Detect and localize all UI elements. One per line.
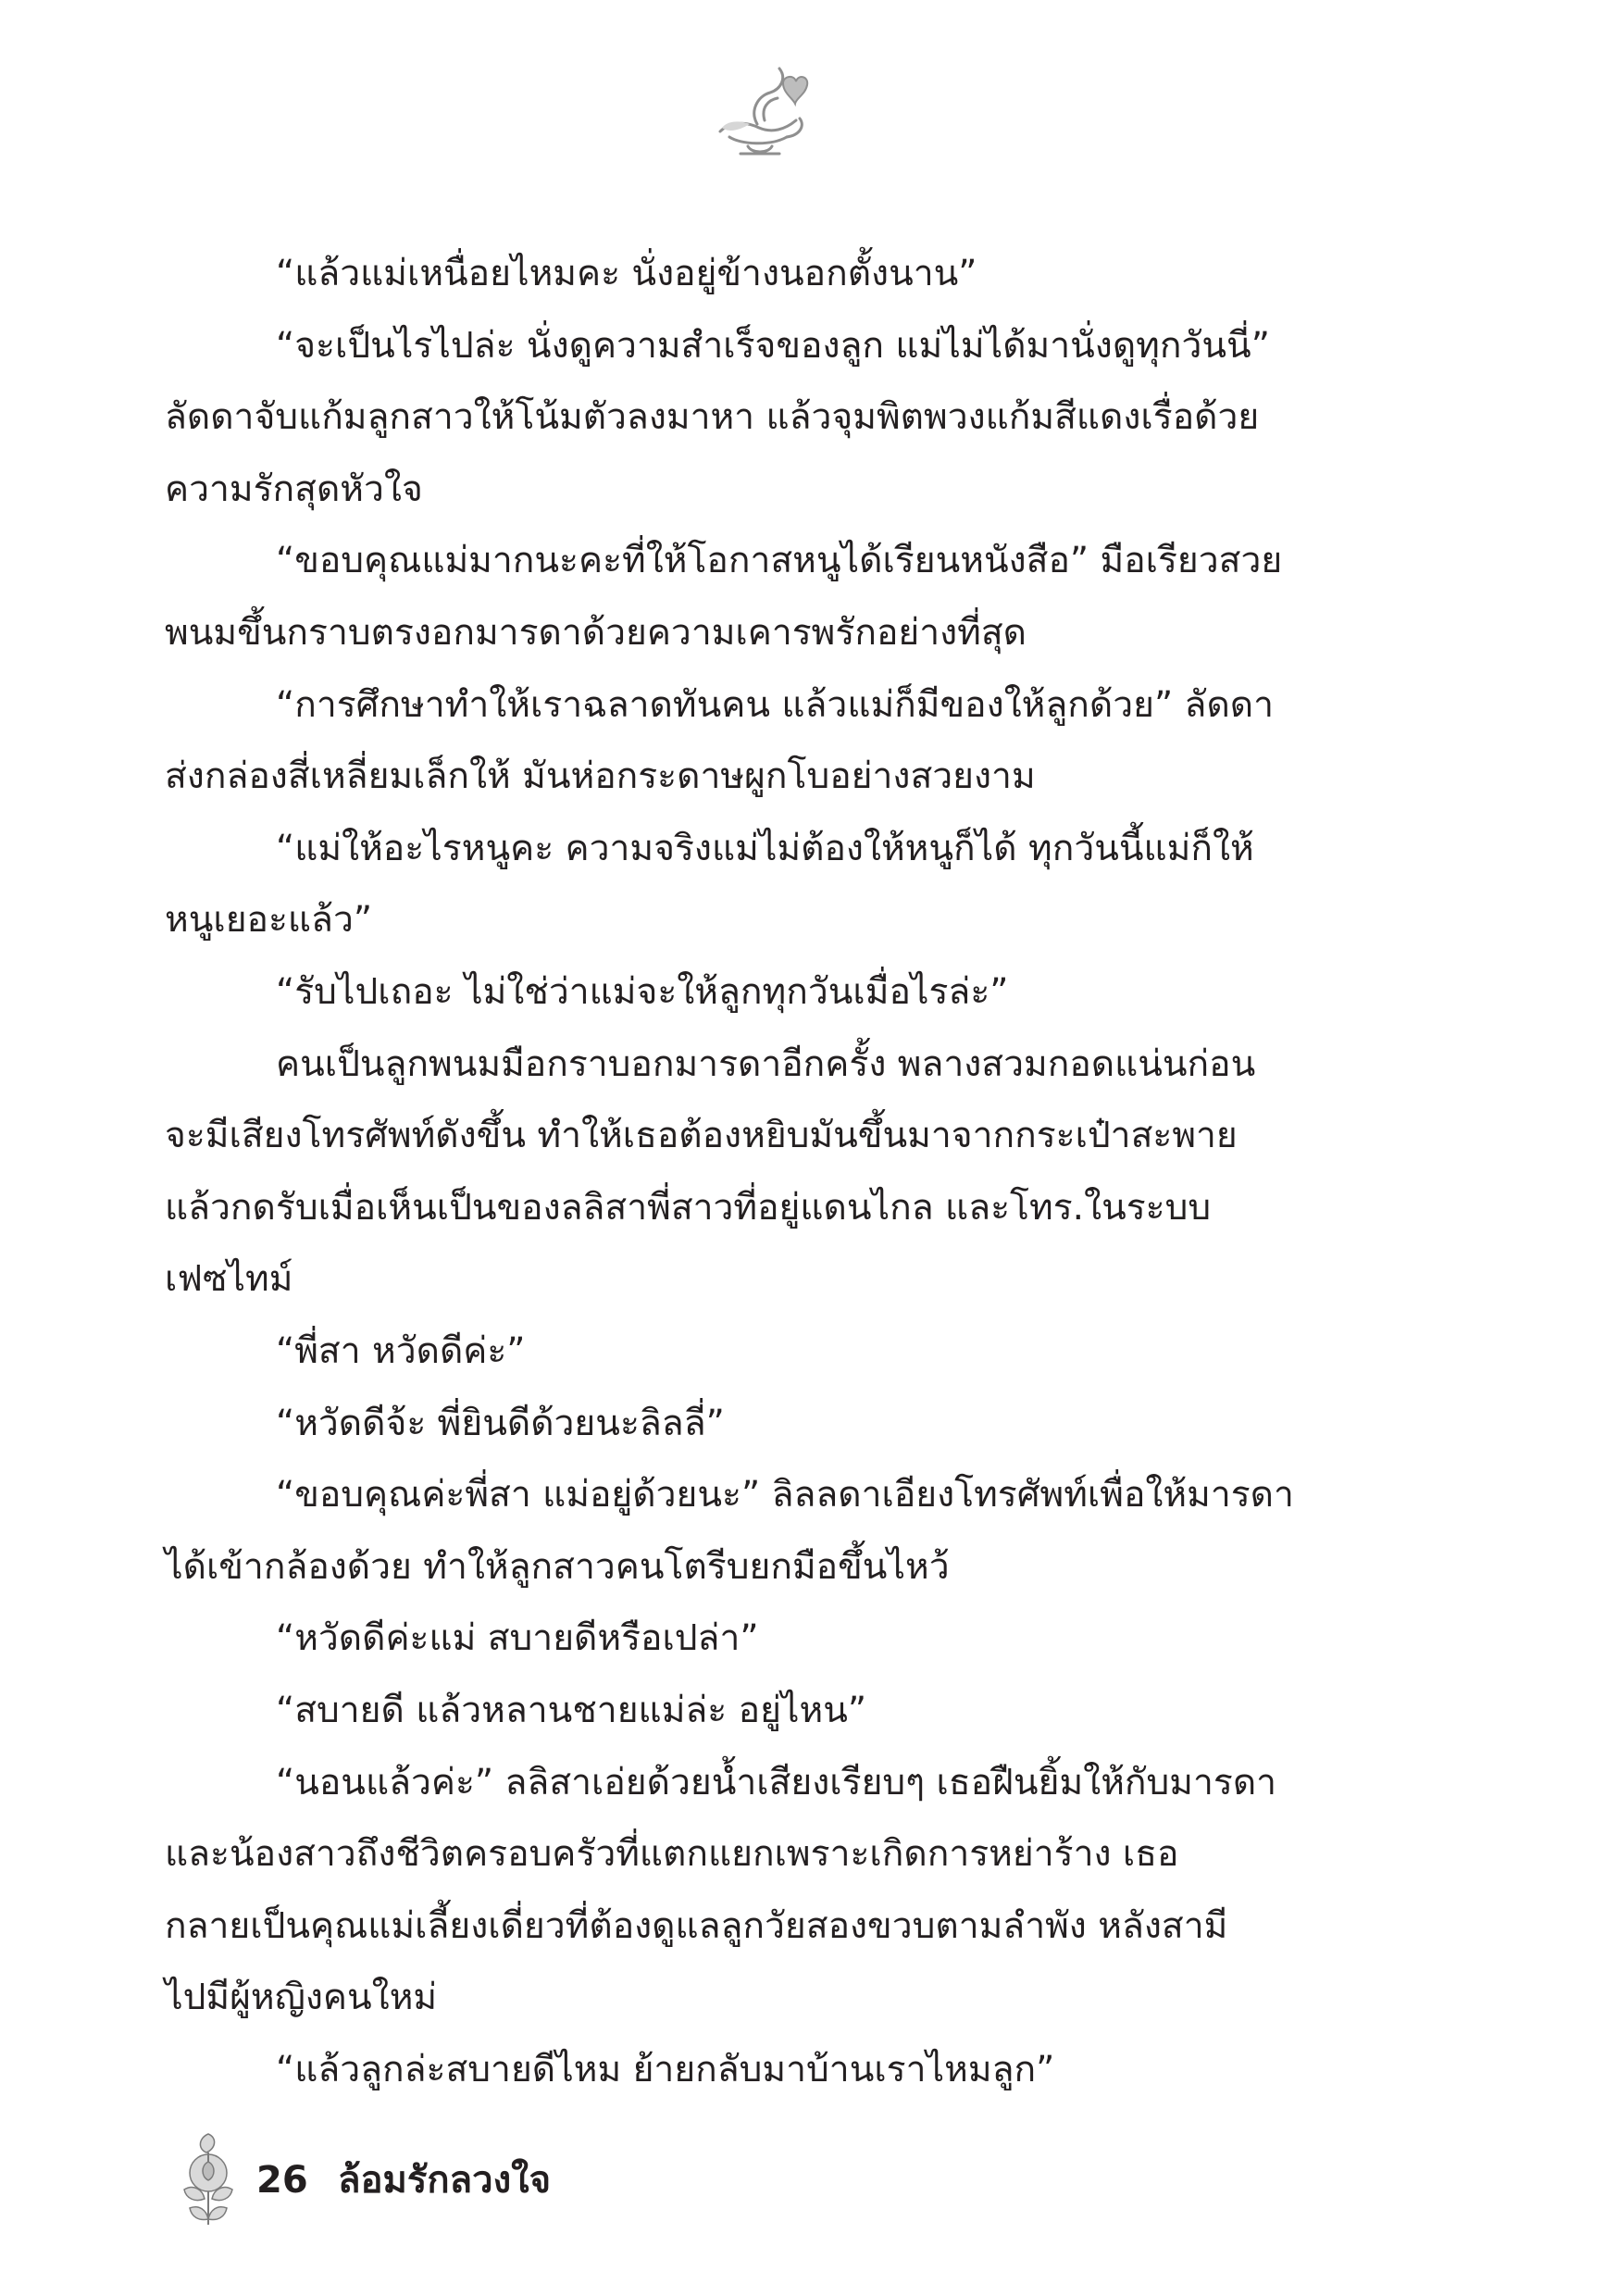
text-line: “สบายดี แล้วหลานชายแม่ล่ะ อยู่ไหน” — [276, 1690, 867, 1731]
text-line: “หวัดดีจ้ะ พี่ยินดีด้วยนะลิลลี่” — [276, 1402, 725, 1444]
text-line: “แม่ให้อะไรหนูคะ ความจริงแม่ไม่ต้องให้หนูก็ได้ ทุกวันนี้แม่ก็ให้ — [276, 827, 1254, 869]
text-line: ความรักสุดหัวใจ — [165, 468, 423, 510]
text-line: เฟซไทม์ — [165, 1258, 293, 1301]
genie-lamp-icon — [703, 56, 815, 167]
book-title: ล้อมรักลวงใจ — [338, 2159, 552, 2202]
text-line: พนมขึ้นกราบตรงอกมารดาด้วยความเคารพรักอย่างที่สุด — [165, 612, 1027, 654]
page-footer — [171, 2125, 1004, 2227]
rose-icon — [171, 2125, 245, 2227]
text-line: “ขอบคุณค่ะพี่สา แม่อยู่ด้วยนะ” ลิลลดาเอียงโทรศัพท์เพื่อให้มารดา — [276, 1474, 1294, 1516]
text-line: “จะเป็นไรไปล่ะ นั่งดูความสำเร็จของลูก แม่ไม่ได้มานั่งดูทุกวันนี่” — [276, 324, 1270, 367]
text-line: “พี่สา หวัดดีค่ะ” — [276, 1330, 526, 1372]
text-line: “หวัดดีค่ะแม่ สบายดีหรือเปล่า” — [276, 1617, 759, 1660]
text-line: ลัดดาจับแก้มลูกสาวให้โน้มตัวลงมาหา แล้วจุมพิตพวงแก้มสีแดงเรื่อด้วย — [165, 396, 1260, 439]
text-line: “แล้วลูกล่ะสบายดีไหม ย้ายกลับมาบ้านเราไหมลูก” — [276, 2049, 1055, 2090]
text-line: “รับไปเถอะ ไม่ใช่ว่าแม่จะให้ลูกทุกวันเมื่อไรล่ะ” — [276, 971, 1009, 1013]
text-line: จะมีเสียงโทรศัพท์ดังขึ้น ทำให้เธอต้องหยิบมันขึ้นมาจากกระเป๋าสะพาย — [165, 1115, 1238, 1157]
text-line: คนเป็นลูกพนมมือกราบอกมารดาอีกครั้ง พลางสวมกอดแน่นก่อน — [276, 1042, 1256, 1085]
text-line: “แล้วแม่เหนื่อยไหมคะ นั่งอยู่ข้างนอกตั้งนาน” — [276, 253, 977, 294]
text-line: แล้วกดรับเมื่อเห็นเป็นของลลิสาพี่สาวที่อยู่แดนไกล และโทร.ในระบบ — [165, 1186, 1212, 1229]
text-line: กลายเป็นคุณแม่เลี้ยงเดี่ยวที่ต้องดูแลลูกวัยสองขวบตามลำพัง หลังสามี — [165, 1904, 1228, 1947]
text-line: และน้องสาวถึงชีวิตครอบครัวที่แตกแยกเพราะเกิดการหย่าร้าง เธอ — [165, 1833, 1179, 1876]
text-line: “การศึกษาทำให้เราฉลาดทันคน แล้วแม่ก็มีของให้ลูกด้วย” ลัดดา — [276, 683, 1275, 726]
text-line: ไปมีผู้หญิงคนใหม่ — [165, 1977, 438, 2019]
text-line: หนูเยอะแล้ว” — [165, 899, 373, 942]
text-line: ได้เข้ากล้องด้วย ทำให้ลูกสาวคนโตรีบยกมือขึ้นไหว้ — [165, 1545, 950, 1588]
text-line: “นอนแล้วค่ะ” ลลิสาเอ่ยด้วยน้ำเสียงเรียบๆ เธอฝืนยิ้มให้กับมารดา — [276, 1761, 1277, 1803]
text-line: ส่งกล่องสี่เหลี่ยมเล็กให้ มันห่อกระดาษผูกโบอย่างสวยงาม — [165, 755, 1036, 798]
page-number: 26 — [256, 2159, 308, 2202]
text-line: “ขอบคุณแม่มากนะคะที่ให้โอกาสหนูได้เรียนหนังสือ” มือเรียวสวย — [276, 540, 1283, 582]
